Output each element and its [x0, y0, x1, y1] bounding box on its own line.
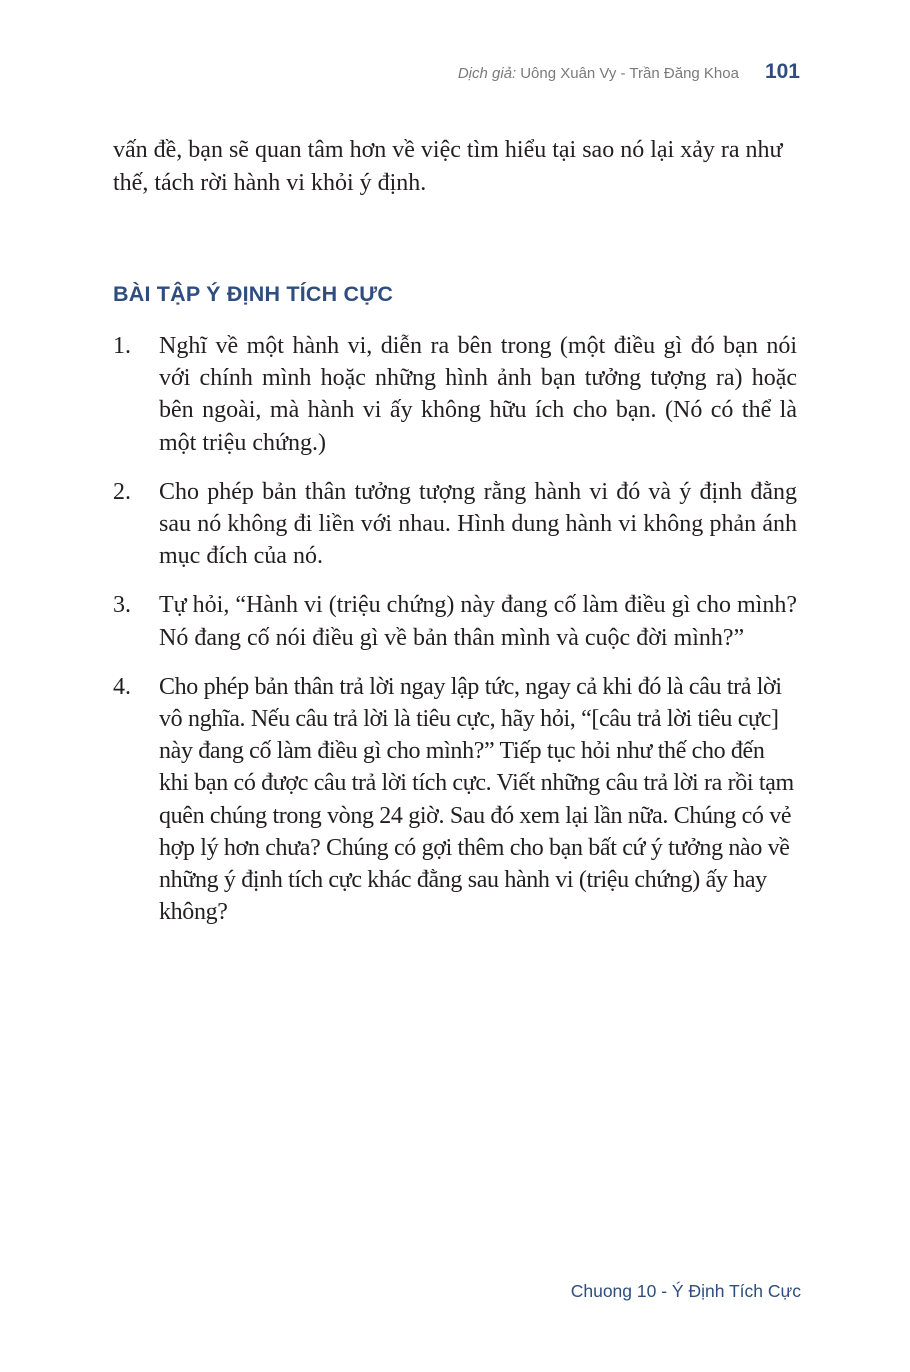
translator-names: Uông Xuân Vy - Trần Đăng Khoa	[520, 65, 739, 82]
step-number: 1.	[113, 333, 131, 359]
chapter-topic: Ý Định Tích Cực	[671, 1281, 801, 1301]
step-text: Tự hỏi, “Hành vi (triệu chứng) này đang cố làm điều gì cho mình? Nó đang cố nói điều gì về bản thân mình và cuộc đời mình?”	[159, 592, 797, 651]
step-number: 2.	[113, 478, 131, 505]
step-text: Cho phép bản thân trả lời ngay lập tức, ngay cả khi đó là câu trả lời vô nghĩa. Nếu câu trả lời là tiêu cực, hãy hỏi, “[câu trả lời tiêu cực] này đang cố làm điều gì cho mình?” Tiếp tục hỏi như thế cho đến khi bạn có được câu trả lời tích cực. Viết những câu trả lời ra rồi tạm quên chúng trong vòng 24 giờ. Sau đó xem lại lần nữa. Chúng có vẻ hợp lý hơn chưa? Chúng có gợi thêm cho bạn bất cứ ý tưởng nào về những ý định tích cực khác đằng sau hành vi (triệu chứng) ấy hay không?	[159, 673, 794, 926]
page-number: 101	[764, 60, 800, 83]
running-footer	[571, 1281, 801, 1302]
running-header	[458, 60, 800, 84]
intro-paragraph: vấn đề, bạn sẽ quan tâm hơn về việc tìm hiểu tại sao nó lại xảy ra như thế, tách rời hành vi khỏi ý định.	[113, 137, 783, 196]
step-number: 3.	[113, 592, 131, 619]
translator-role-label: Dịch giả:	[457, 65, 517, 82]
list-item	[113, 476, 797, 573]
section-title: BÀI TẬP Ý ĐỊNH TÍCH CỰC	[113, 282, 394, 306]
list-item	[113, 589, 797, 653]
step-number: 4.	[113, 673, 131, 700]
step-text: Nghĩ về một hành vi, diễn ra bên trong (một điều gì đó bạn nói với chính mình hoặc những hình ảnh bạn tưởng tượng ra) hoặc bên ngoài, mà hành vi ấy không hữu ích cho bạn. (Nó có thể là một triệu chứng.)	[159, 333, 797, 456]
list-item	[113, 671, 797, 929]
step-text: Cho phép bản thân tưởng tượng rằng hành vi đó và ý định đằng sau nó không đi liền với nhau. Hình dung hành vi không phản ánh mục đích của nó.	[159, 478, 797, 570]
chapter-label: Chuong 10 -	[570, 1281, 668, 1301]
list-item	[113, 330, 797, 459]
exercise-steps-list	[113, 330, 797, 945]
